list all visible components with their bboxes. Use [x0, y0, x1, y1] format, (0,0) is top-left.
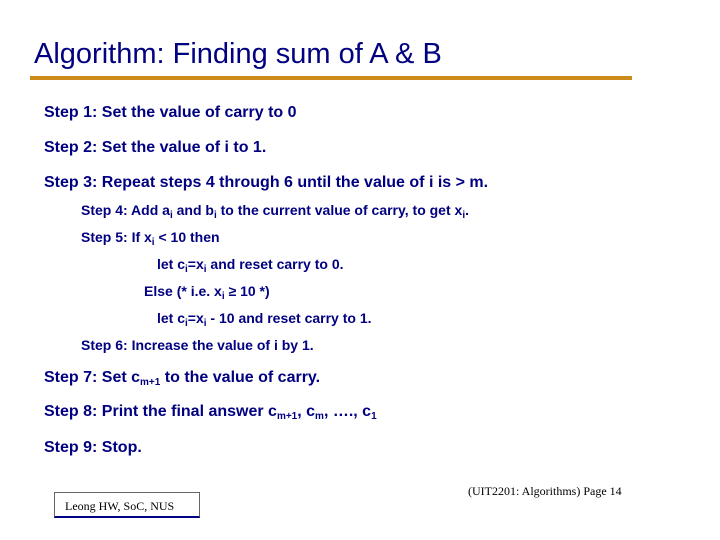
step-5-else: Else (* i.e. $x_i \ge 10$ *)	[144, 283, 270, 302]
step-3: Step 3: Repeat steps 4 through 6 until the value of i is > m.	[44, 174, 489, 191]
step-9: Step 9: Stop.	[44, 439, 142, 456]
step-4: Step 4: Add $a_i$ and $b_i$ to the current value of carry, to get $x_i$.	[81, 202, 469, 221]
step-5-then: let $c_i=x_i$ and reset carry to 0.	[157, 256, 344, 275]
footer-page-info: (UIT2201: Algorithms) Page 14	[468, 484, 622, 498]
title-underline	[30, 76, 632, 80]
slide-title: Algorithm: Finding sum of A & B	[34, 38, 442, 70]
step-5: Step 5: If $x_i < 10$ then	[81, 229, 220, 248]
footer-author-box	[54, 492, 200, 518]
footer-author: Leong HW, SoC, NUS	[65, 499, 175, 513]
step-6: Step 6: Increase the value of i by 1.	[81, 337, 314, 353]
step-7: Step 7: Set $c_{m+1}$ to the value of carry.	[44, 369, 321, 388]
step-8: Step 8: Print the final answer $c_{m+1}$, $c_m$, …., $c_1$	[44, 403, 377, 422]
step-2: Step 2: Set the value of i to 1.	[44, 139, 267, 156]
step-5-else-action: let $c_i=x_i - 10$ and reset carry to 1.	[157, 310, 372, 329]
step-1: Step 1: Set the value of carry to 0	[44, 104, 297, 121]
